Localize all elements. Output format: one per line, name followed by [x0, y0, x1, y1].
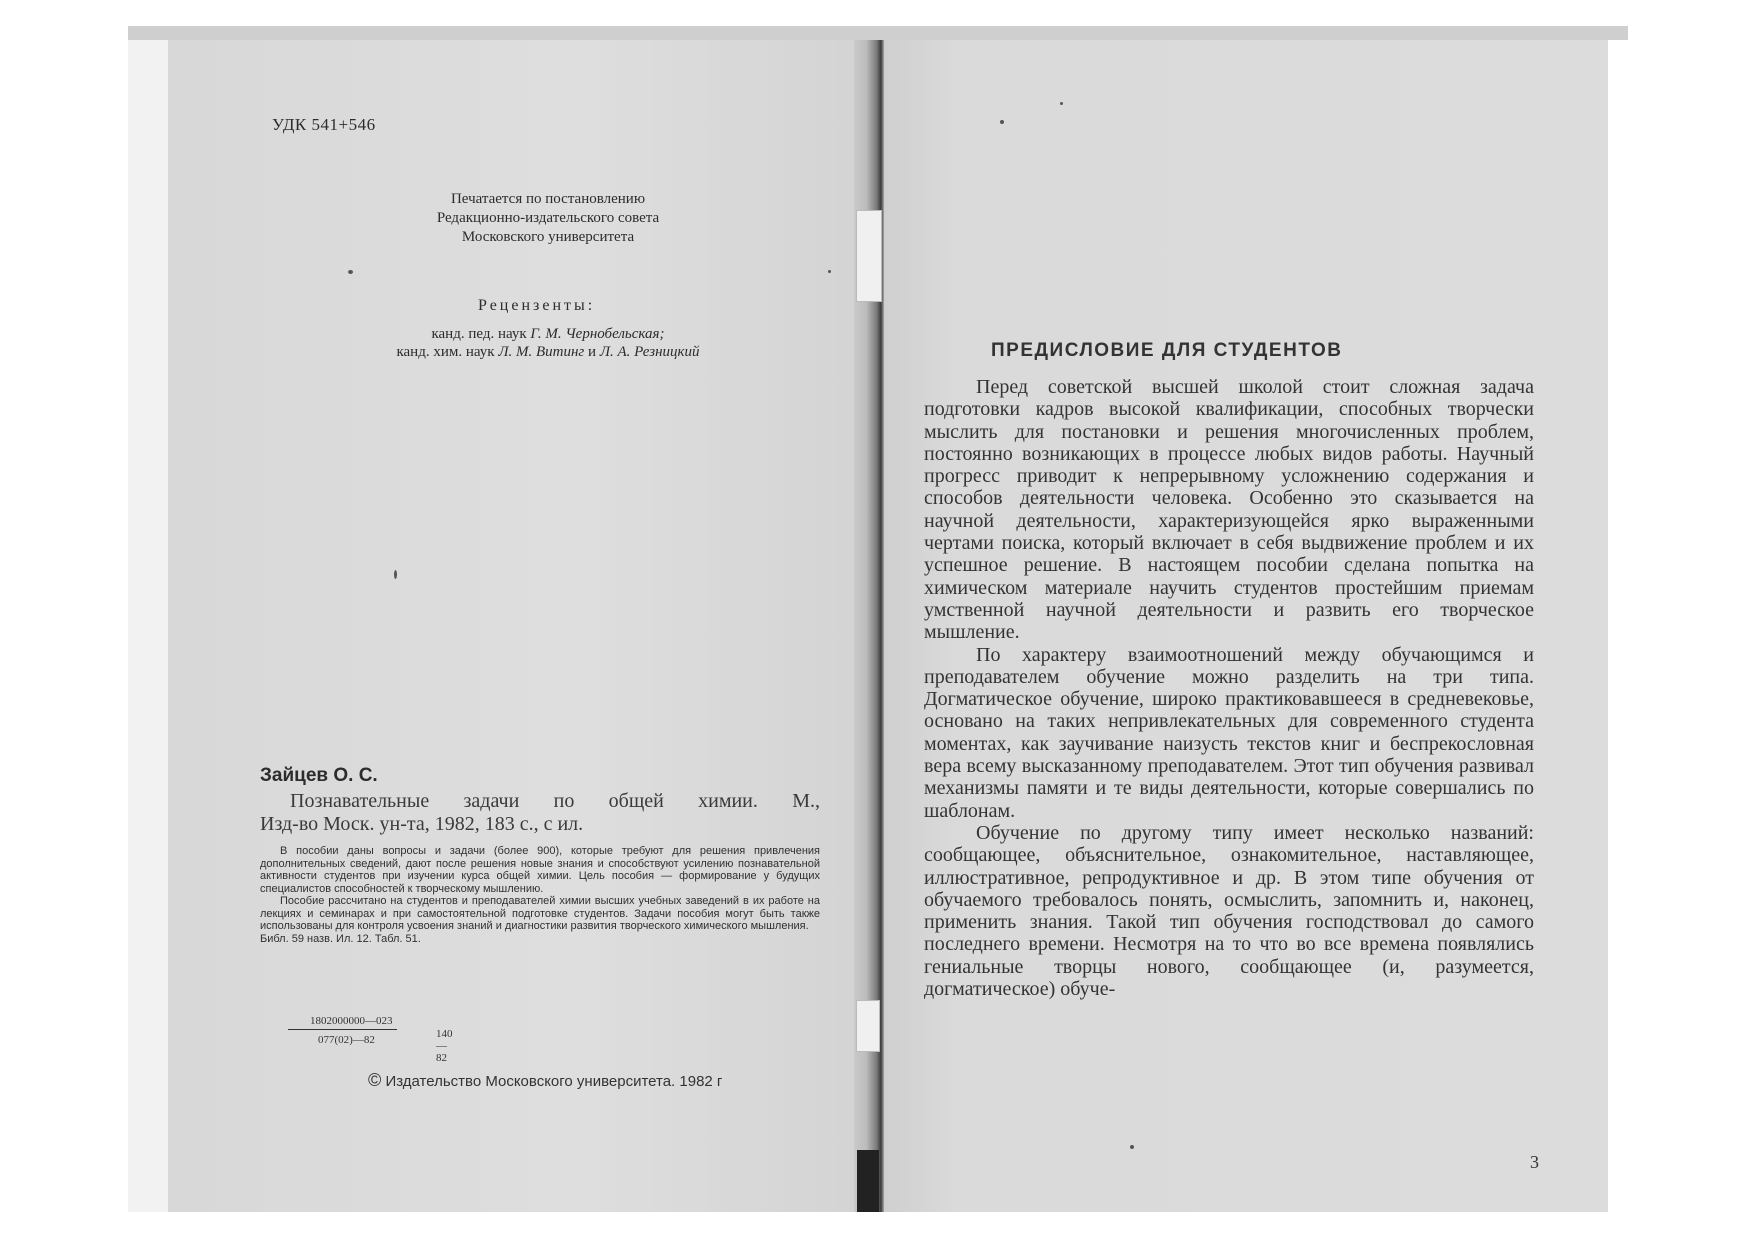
reviewer-name: Л. М. Витинг: [498, 344, 585, 360]
decree-line: Печатается по постановлению: [450, 191, 646, 207]
preface-paragraph: По характеру взаимоотношений между обучающимся и преподавателем обучение можно разделить на три типа. Догматическое обучение, широко практиковавшееся в средневековье, основано на таких непривлекательных для современного студента моментах, как заучивание наизусть текстов книг и беспрекословная вера всему высказанному преподавателем. Этот тип обучения развивал механизмы памяти и те виды деятельности, которые совершались по шаблонам.: [924, 643, 1534, 822]
reviewer-degree: канд. пед. наук: [431, 326, 531, 342]
left-page: [168, 40, 854, 1212]
copyright-line: [368, 1070, 722, 1091]
preface-paragraph: Обучение по другому типу имеет несколько названий: сообщающее, объяснительное, ознакомительное, наставляющее, иллюстративное, репродуктивное и др. В этом типе обучения от обучаемого требовалось понять, осмыслить, запомнить и, наконец, применить знания. Такой тип обучения господствовал до самого последнего времени. Несмотря на то что во все времена появлялись гениальные творцы нового, сообщающее (и, разумеется, догматическое) обуче-: [924, 821, 1534, 1001]
copyright-icon: ©: [368, 1070, 382, 1090]
reviewer-name: Л. А. Резницкий: [599, 344, 700, 360]
spine-tear: [856, 1000, 880, 1052]
spine-tear: [856, 210, 882, 302]
annotation-paragraph: Пособие рассчитано на студентов и преподавателей химии высших учебных заведений в их работе на лекциях и семинарах и при самостоятельной подготовке студентов. Задачи пособия могут быть также использованы для контроля усвоения знаний и диагностики развития творческого химического мышления.: [260, 895, 820, 932]
bib-line: Изд-во Моск. ун-та, 1982, 183 с., с ил.: [260, 813, 584, 835]
reviewer-degree: канд. хим. наук: [396, 344, 499, 360]
bib-line: Познавательные задачи по общей химии. М.,: [290, 790, 820, 812]
decree-line: Московского университета: [461, 229, 635, 245]
bibliographic-entry: [260, 790, 820, 836]
author-name: Зайцев О. С.: [260, 765, 378, 786]
classification-side: 140—82: [436, 1028, 453, 1064]
speck: [1000, 120, 1004, 124]
book-spread: [168, 40, 1608, 1212]
decree-line: Редакционно-издательского совета: [436, 210, 660, 226]
speck: [1130, 1145, 1134, 1149]
reviewer-line: [318, 343, 778, 361]
preface-paragraph: Перед советской высшей школой стоит сложная задача подготовки кадров высокой квалификации, способных творчески мыслить для постановки и решения многочисленных проблем, постоянно возникающих в процессе любых видов работы. Научный прогресс приводит к непрерывному усложнению содержания и способов деятельности человека. Особенно это сказывается на научной деятельности, характеризующейся ярко выраженными чертами поиска, который включает в себя выдвижение проблем и их успешное решение. В настоящем пособии сделана попытка на химическом материале научить студентов простейшим приемам умственной научной деятельности и развить его творческое мышление.: [924, 376, 1534, 644]
speck: [348, 270, 353, 274]
speck: [394, 570, 397, 579]
scan-border-left: [128, 40, 168, 1212]
preface-text: [924, 376, 1534, 1000]
classification-numerator: 1802000000—023: [288, 1015, 397, 1030]
spine-shadow: [857, 1150, 879, 1212]
section-heading: ПРЕДИСЛОВИЕ ДЛЯ СТУДЕНТОВ: [991, 340, 1343, 361]
page-number: 3: [1530, 1152, 1539, 1172]
reviewers-list: [318, 325, 778, 361]
speck: [1060, 102, 1063, 105]
right-page: [884, 40, 1608, 1212]
reviewer-line: [318, 325, 778, 343]
book-spine: [854, 40, 884, 1212]
classification-code: [288, 1015, 453, 1064]
annotation: [260, 845, 820, 945]
udk-code: УДК 541+546: [272, 115, 376, 134]
scan-border-top: [128, 26, 1628, 40]
speck: [828, 270, 831, 273]
publication-decree: [368, 190, 728, 247]
reviewers-title: Рецензенты:: [478, 297, 596, 314]
annotation-paragraph: В пособии даны вопросы и задачи (более 900), которые требуют для решения привлечения дополнительных сведений, дают после решения новые знания и способствуют усилению познавательной активности студентов при изучении курса общей химии. Цель пособия — формирование у будущих специалистов способностей к творческому мышлению.: [260, 845, 820, 895]
copyright-text: Издательство Московского университета. 1982 г: [385, 1073, 723, 1090]
reviewer-name: Г. М. Чернобельская;: [530, 326, 665, 342]
reviewer-conjunction: и: [584, 344, 600, 360]
classification-denominator: 077(02)—82: [318, 1034, 375, 1046]
bibl-stats: Библ. 59 назв. Ил. 12. Табл. 51.: [260, 932, 421, 945]
